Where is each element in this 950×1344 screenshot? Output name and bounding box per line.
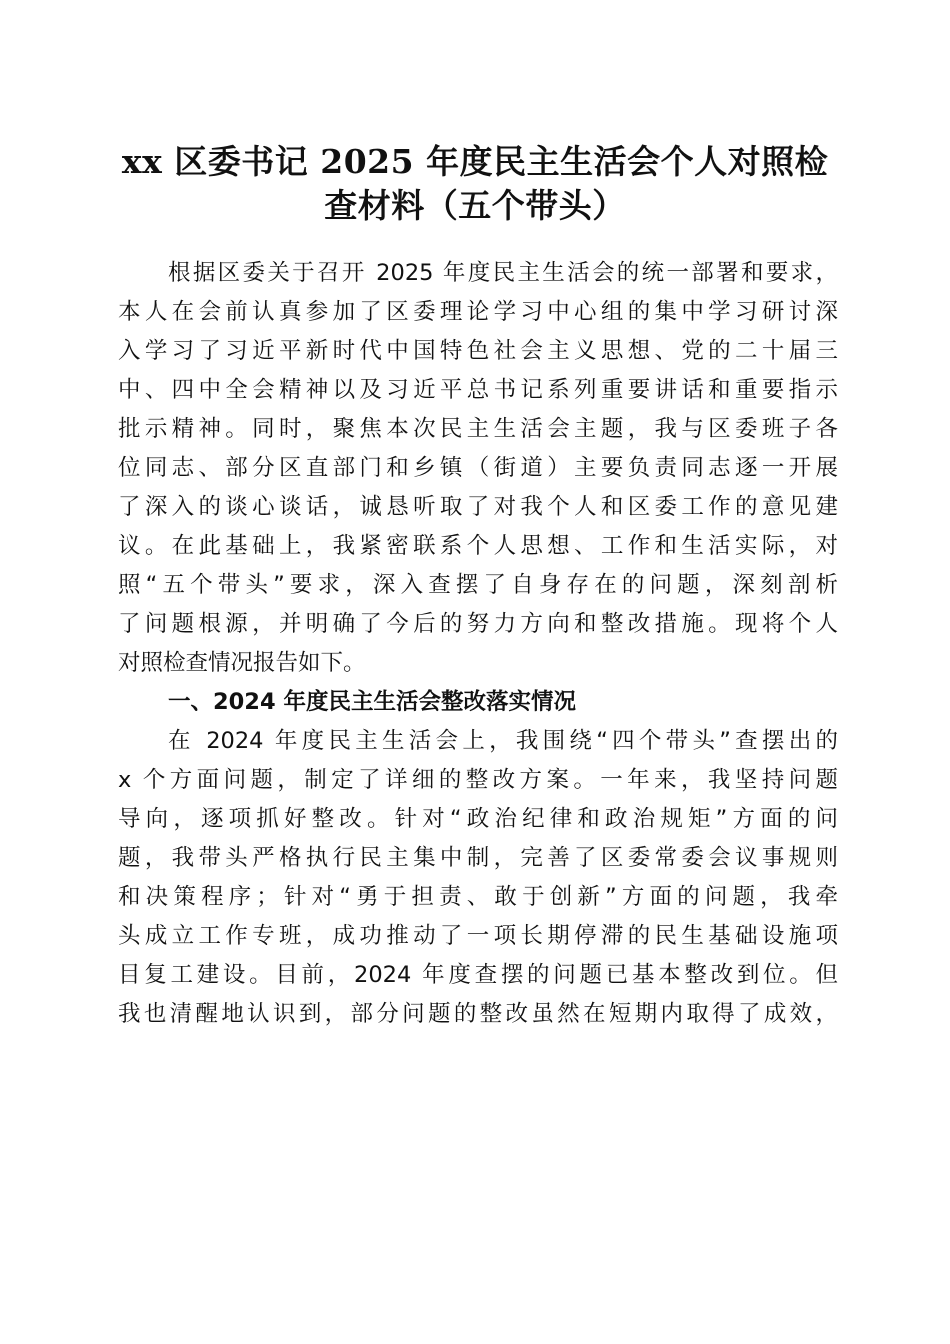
text-line: x 个方面问题，制定了详细的整改方案。一年来，我坚持问题 [118, 767, 838, 793]
text-line: 本人在会前认真参加了区委理论学习中心组的集中学习研讨深 [118, 299, 838, 325]
text-line: 位同志、部分区直部门和乡镇（街道）主要负责同志逐一开展 [118, 455, 838, 481]
text-line: 照“五个带头”要求，深入查摆了自身存在的问题，深刻剖析 [118, 572, 838, 598]
section-paragraph [118, 722, 838, 1034]
text-line: 对照检查情况报告如下。 [118, 650, 366, 676]
text-line: 入学习了习近平新时代中国特色社会主义思想、党的二十届三 [118, 338, 838, 364]
text-line: 我也清醒地认识到，部分问题的整改虽然在短期内取得了成效， [118, 1001, 838, 1027]
text-line: 批示精神。同时，聚焦本次民主生活会主题，我与区委班子各 [118, 416, 838, 442]
text-line: 头成立工作专班，成功推动了一项长期停滞的民生基础设施项 [118, 923, 838, 949]
text-line: 了问题根源，并明确了今后的努力方向和整改措施。现将个人 [118, 611, 838, 637]
title-line: xx 区委书记 2025 年度民主生活会个人对照检 [121, 142, 829, 181]
text-line: 根据区委关于召开 2025 年度民主生活会的统一部署和要求， [168, 260, 838, 286]
text-line: 目复工建设。目前，2024 年度查摆的问题已基本整改到位。但 [118, 962, 838, 988]
text-line: 题，我带头严格执行民主集中制，完善了区委常委会议事规则 [118, 845, 838, 871]
text-line: 议。在此基础上，我紧密联系个人思想、工作和生活实际，对 [118, 533, 838, 559]
intro-paragraph [118, 254, 838, 683]
text-line: 了深入的谈心谈话，诚恳听取了对我个人和区委工作的意见建 [118, 494, 838, 520]
document-title [100, 140, 850, 228]
text-line: 导向，逐项抓好整改。针对“政治纪律和政治规矩”方面的问 [118, 806, 838, 832]
section-heading: 一、2024 年度民主生活会整改落实情况 [168, 689, 576, 715]
text-line: 中、四中全会精神以及习近平总书记系列重要讲话和重要指示 [118, 377, 838, 403]
document-body [118, 254, 838, 1034]
title-line: 查材料（五个带头） [324, 186, 626, 225]
text-line: 在 2024 年度民主生活会上，我围绕“四个带头”查摆出的 [168, 728, 838, 754]
text-line: 和决策程序；针对“勇于担责、敢于创新”方面的问题，我牵 [118, 884, 838, 910]
